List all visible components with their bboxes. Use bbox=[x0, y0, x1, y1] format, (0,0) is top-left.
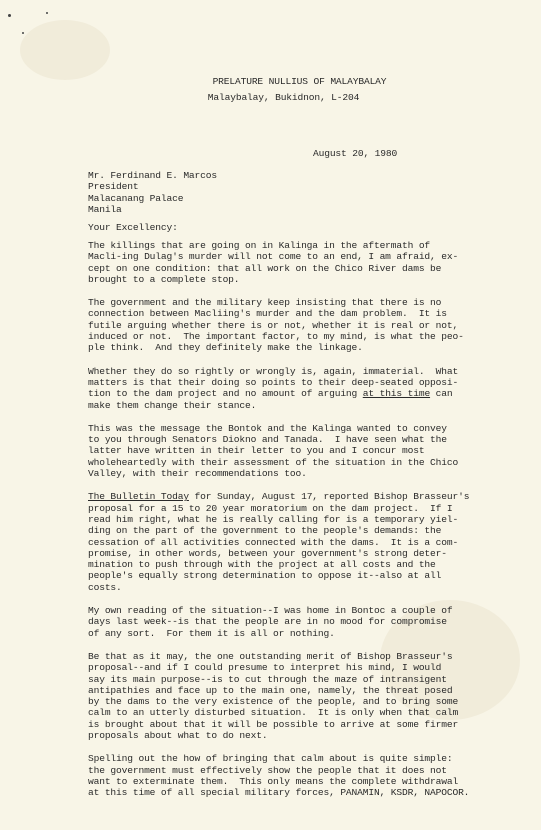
paragraph-7: Be that as it may, the one outstanding merit of Bishop Brasseur's proposal--and if I could presume to interpret his mind, I would say its main purpose--is to cut through the maze of intransigent antipathies and face up to the main one, namely, the threat posed by the dams to the very existence of the people, and to bring some calm to an utterly disturbed situation. It is only when that calm is brought about that it will be possible to arrive at some firmer proposals about what to do next. bbox=[88, 650, 459, 741]
paragraph-6: My own reading of the situation--I was home in Bontoc a couple of days last week--is that the people are in no mood for compromise of any sort. For them it is all or nothing. bbox=[88, 605, 453, 639]
paragraph-2: The government and the military keep insisting that there is no connection between Macliing's murder and the dam problem. It is futile arguing whether there is or not, whether it is real or not, induced or not. The important factor, to my mind, is what the peo- ple think. And they definitely make the linkage. bbox=[88, 297, 464, 354]
recipient-address bbox=[88, 170, 217, 215]
recipient-city: Manila bbox=[88, 203, 122, 215]
letterhead-organization: PRELATURE NULLIUS OF MALAYBALAY bbox=[212, 76, 387, 87]
ink-speck bbox=[22, 32, 24, 34]
letter-date: August 20, 1980 bbox=[313, 148, 398, 159]
salutation: Your Excellency: bbox=[88, 222, 178, 233]
recipient-office: Malacanang Palace bbox=[88, 192, 184, 204]
paragraph-4: This was the message the Bontok and the Kalinga wanted to convey to you through Senators Diokno and Tanada. I have seen what the latter have written in their letter to you and I concur most wholeheartedly with their assessment of the situation in the Chico Valley, with their recommendations too. bbox=[88, 422, 459, 480]
letter-body bbox=[88, 240, 478, 810]
ink-speck bbox=[8, 14, 11, 17]
underlined-phrase: at this time bbox=[362, 388, 431, 400]
paragraph-8: Spelling out the how of bringing that calm about is quite simple: the government must effectively show the people that it does not want to exterminate them. This only means the complete withdrawal at this time of all special military forces, PANAMIN, KSDR, NAPOCOR. bbox=[88, 753, 470, 799]
paragraph-1: The killings that are going on in Kalinga in the aftermath of Macli-ing Dulag's murder will not come to an end, I am afraid, ex- cept on one condition: that all work on the Chico River dams be brought to a complete stop. bbox=[88, 240, 459, 285]
paragraph-5: The Bulletin Today for Sunday, August 17, reported Bishop Brasseur's proposal for a 15 to 20 year moratorium on the dam project. If I read him right, what he is really calling for is a temporary yiel- ding on the part of the government to the people's demands: the cessation of all activities connected with the dams. It is a com- promise, in other words, between your government's strong deter- mination to push through with the project at all costs and the people's equally strong determination to oppose it--also at all costs. bbox=[88, 491, 470, 593]
newspaper-title: The Bulletin Today bbox=[88, 491, 189, 503]
recipient-title: President bbox=[88, 181, 139, 193]
ink-speck bbox=[46, 12, 48, 14]
recipient-name: Mr. Ferdinand E. Marcos bbox=[88, 170, 217, 181]
letterhead-location: Malaybalay, Bukidnon, L-204 bbox=[207, 92, 360, 103]
paragraph-3: Whether they do so rightly or wrongly is, again, immaterial. What matters is that their doing so points to their deep-seated opposi- tion to the dam project and no amount of arguing at this time can make them change their stance. bbox=[88, 365, 459, 411]
